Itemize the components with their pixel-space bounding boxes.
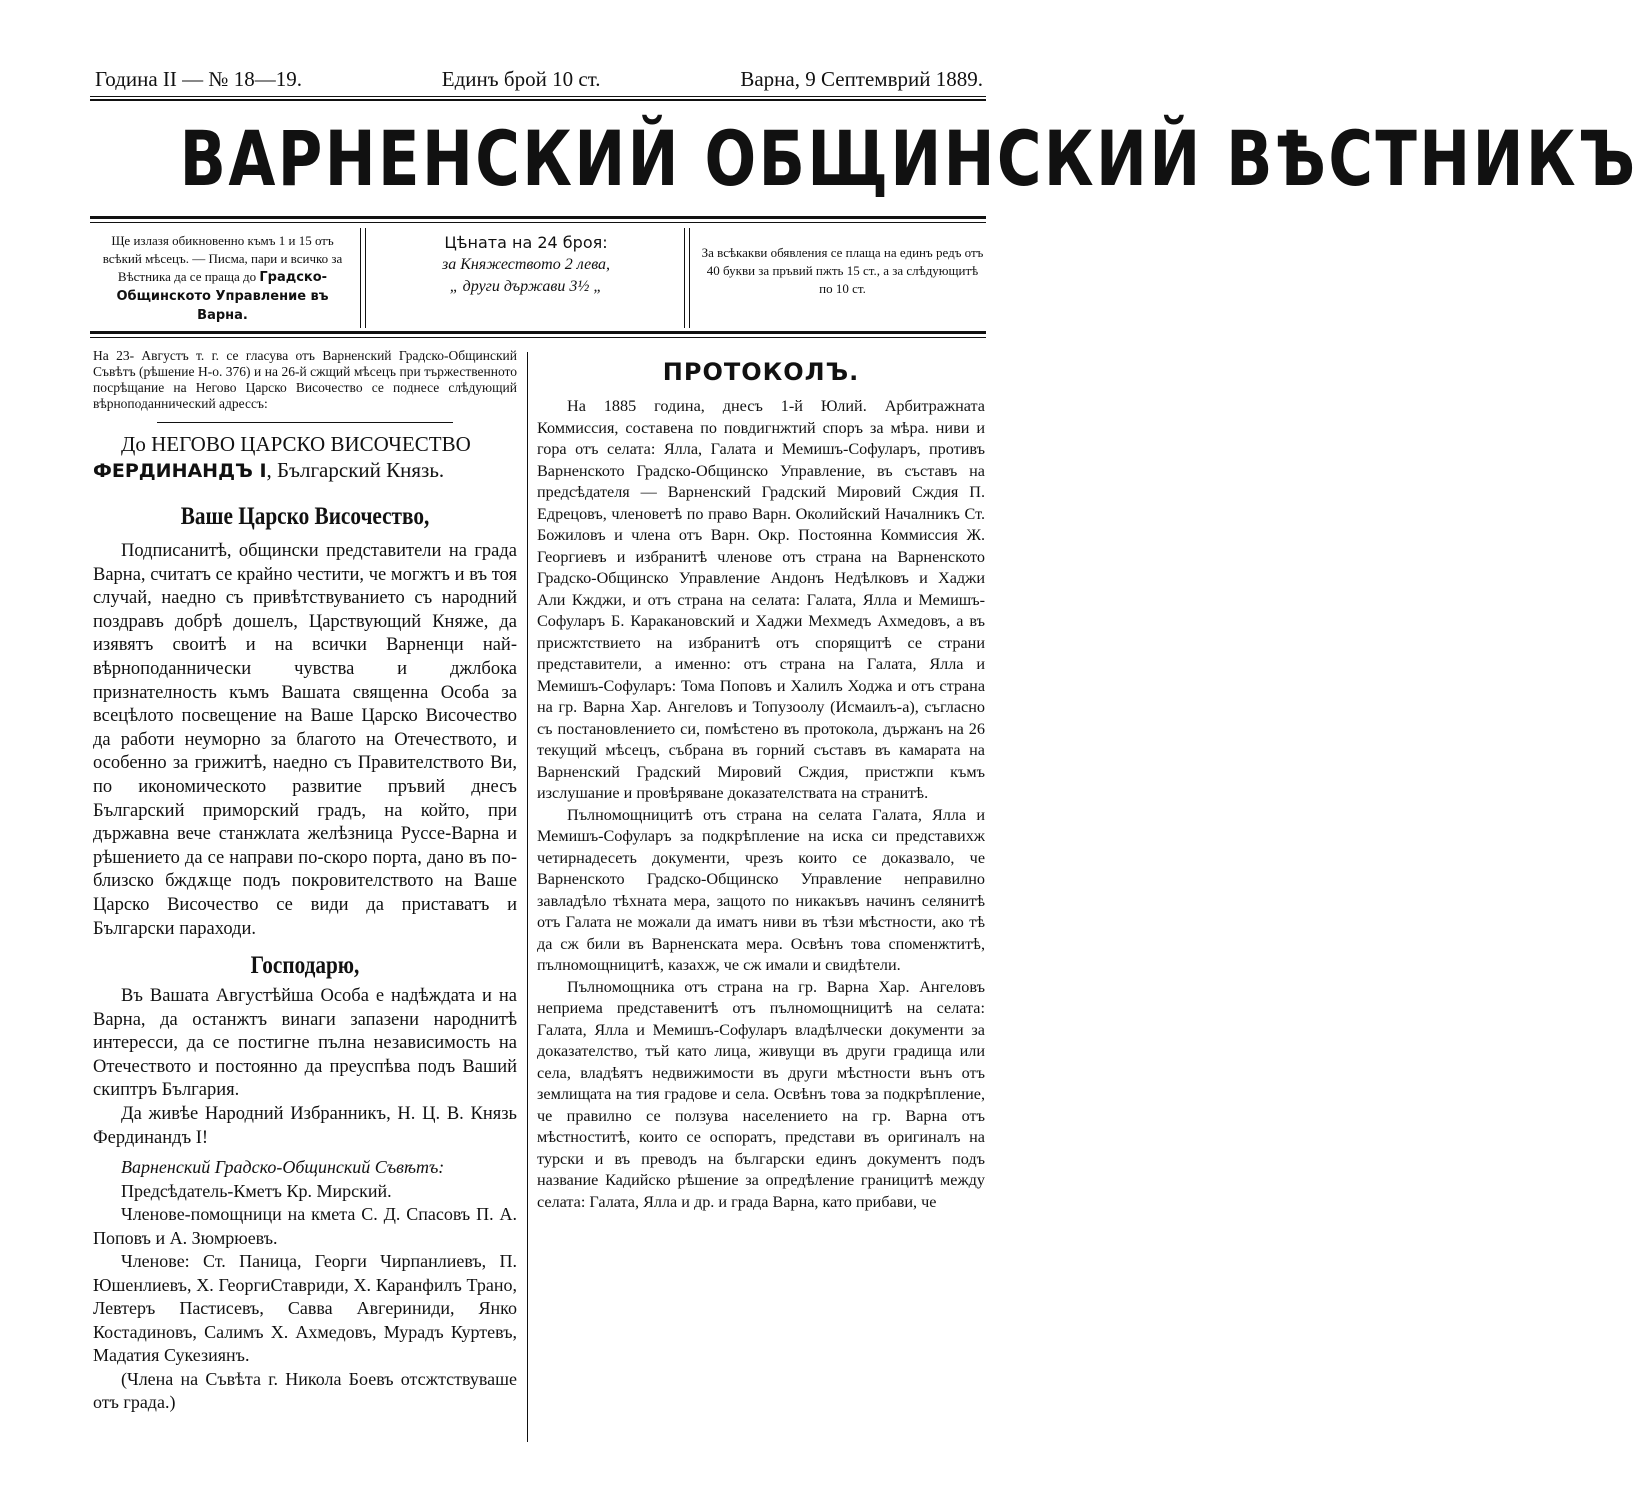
members-signature: Членове: Ст. Паница, Георги Чирпанлиевъ, П. Юшенлиевъ, Х. ГеоргиСтавриди, Х. Каранфилъ Трано, Левтеръ Пастисевъ, Савва Авгериниди, Янко Костадиновъ, Салимъ Х. Ахмедовъ, Мурадъ Куртевъ, Мадатия Сукезиянъ. [93,1251,517,1366]
subscription-foreign: „ други държави 3½ „ [449,278,603,295]
protocol-paragraph: На 1885 година, днесъ 1-й Юлий. Арбитражната Коммиссия, составена по повдигнжтий споръ за мѣра. ниви и гора отъ селата: Ялла, Галата и Мемишъ-Софуларъ, противъ Варненското Градско-Общинско Управление, въ съставъ на предсѣдателя — Варненский Градский Мировий Сждия П. Едрецовъ, членоветѣ по право Варн. Околийский Началникъ Ст. Божиловъ и члена отъ Варн. Окр. Постоянна Коммиссия Ж. Георгиевъ и избранитѣ членове отъ страна на Варненското Градско-Общинско Управление Андонъ Недѣлковъ и Хаджи Али Кжджи, и отъ страна на селата: Галата, Ялла и Мемишъ-Софуларъ Б. Каракановский и Хаджи Мехмедъ Ахмедовъ, а въ присжтствието на избранитѣ отъ спорящитѣ се страни представители, а именно: отъ страна на Галата, Ялла и Мемишъ-Софуларъ: Тома Поповъ и Халилъ Ходжа и отъ страна на гр. Варна Хар. Ангеловъ и Топузоолу (Исмаилъ-а), съгласно съ постановлението си, помѣстено въ протокола, държанъ на 26 текущий мѣсецъ, събрана въ горний съставъ въ камарата на Варненский Градский Мировий Сждия, пристжпи къмъ изслушание и провѣряване доказателствата на странитѣ. [537,397,985,802]
acclamation: Да живѣе Народний Избранникъ, Н. Ц. В. Князь Фердинандъ I! [93,1104,517,1148]
address-title: , Българский Князь. [266,458,445,482]
newspaper-title: ВАРНЕНСКИЙ ОБЩИНСКИЙ ВѢСТНИКЪ [179,114,1638,203]
divider [684,228,690,328]
left-column [93,348,517,1415]
chairman-signature: Предсѣдатель-Кметъ Кр. Мирский. [121,1180,392,1201]
divider [90,99,986,101]
divider [90,96,986,97]
divider [360,228,366,328]
absence-note: (Члена на Съвѣта г. Никола Боевъ отсжтствуваше отъ града.) [93,1368,517,1413]
divider [90,331,986,334]
address-paragraph: Подписанитѣ, общински представители на града Варна, считатъ се крайно честити, че могжтъ и въ тоя случай, наедно съ привѣтствуванието съ народний поздравъ добрѣ дошелъ, Царствующий Княже, да изявятъ своитѣ и на всички Варненци най-вѣрноподаннически чувства и джлбока признателность къмъ Вашата священна Особа за всецѣлото посвещение на Ваше Царско Височество да работи неуморно за благото на Отечеството, и особенно за грижитѣ, наедно съ Правителството Ви, по икономическото развитие пръвий днесъ Българский приморский градъ, на който, при държавна вече станжлата желѣзница Руссе-Варна и рѣшението да се направи по-скоро порта, дано въ по-близско бждѫще подъ покровителството на Ваше Царско Височество се види да приставатъ и Български параходи. [93,541,517,939]
deputies-signature: Членове-помощници на кмета С. Д. Спасовъ П. А. Поповъ и А. Зюмрюевъ. [93,1204,517,1248]
intro-paragraph: На 23- Августъ т. г. се гласува отъ Варненский Градско-Общинский Съвѣтъ (рѣшение Н-о. 376) и на 26-й сжщий мѣсецъ при тържественното посрѣщание на Негово Царско Височество се поднесе слѣдующий вѣрноподаннический адрессъ: [93,348,517,411]
publication-info [95,232,350,327]
publication-address: Градско-Общинското Управление въ Варна. [116,270,329,323]
address-paragraph: Въ Вашата Августѣйша Особа е надѣждата и на Варна, да останжтъ винаги запазени народнитѣ интересси, да се постигне пълна независимость на Отечеството и постоянно да преуспѣва подъ Ваший скиптръ България. [93,986,517,1101]
salutation: Господарю, [250,952,360,980]
issue-number: Година II — № 18—19. [95,67,302,91]
column-divider [527,352,528,1442]
place-date: Варна, 9 Септемврий 1889. [740,67,983,91]
council-signature: Варненский Градско-Общинский Съвѣтъ: [121,1157,445,1178]
subscription-domestic: за Княжеството 2 лева, [441,256,611,273]
divider [157,422,454,423]
protocol-title: ПРОТОКОЛЪ. [662,358,860,386]
issue-price: Единъ брой 10 ст. [441,67,601,91]
address-recipient [93,457,517,484]
protocol-paragraph: Пълномощника отъ страна на гр. Варна Хар. Ангеловъ неприема представенитѣ отъ пълномощницитѣ на селата: Галата, Ялла и Мемишъ-Софуларъ владѣлчески документи за доказателство, тъй като лица, живущи въ други градища или села, владѣятъ недвижимости въ други мѣстности вънъ отъ землищата на тия градове и села. Освѣнъ това за подкрѣпление, че правилно се ползува населението на гр. Варна отъ мѣстноститѣ, които се оспоратъ, представи въ оригиналъ на турски и въ преводъ на български единъ документъ подъ название Кадийско рѣшение за опредѣление границитѣ между селата: Галата, Ялла и др. и града Варна, като прибави, че [537,977,985,1211]
salutation: Ваше Царско Височество, [180,503,430,530]
right-column [537,348,985,1213]
address-name: ФЕРДИНАНДЪ I [93,460,267,482]
subscription-info [380,232,672,327]
advertising-info: За всѣкакви обявления се плаща на единъ редъ отъ 40 букви за пръвий пжть 15 ст., а за слѣдующитѣ по 10 ст. [701,245,984,296]
divider [90,216,986,219]
divider [90,222,986,223]
address-line: До НЕГОВО ЦАРСКО ВИСОЧЕСТВО [121,432,471,456]
subscription-title: Цѣната на 24 броя: [444,233,608,252]
protocol-paragraph: Пълномощницитѣ отъ страна на селата Галата, Ялла и Мемишъ-Софуларъ за подкрѣпление на иска си представихж четирнадесеть документи, чрезъ които се доказвало, че Варненското Градско-Общинско Управление неправилно завладѣло тѣхната мера, защото по никакъвъ начинъ селянитѣ отъ Галата не можали да иматъ ниви въ тѣзи мѣстности, ако тѣ да сж били въ Варненската мера. Освѣнъ това споменжтитѣ, пълномощницитѣ, казахж, че сж имали и свидѣтели. [537,805,985,974]
protocol-body [537,396,985,1213]
masthead-line [95,62,983,92]
divider [90,337,986,338]
publication-text: Ще излазя обикновенно къмъ 1 и 15 отъ всѣкий мѣсецъ. — Писма, пари и всичко за Вѣстника да се праща до [102,233,343,284]
